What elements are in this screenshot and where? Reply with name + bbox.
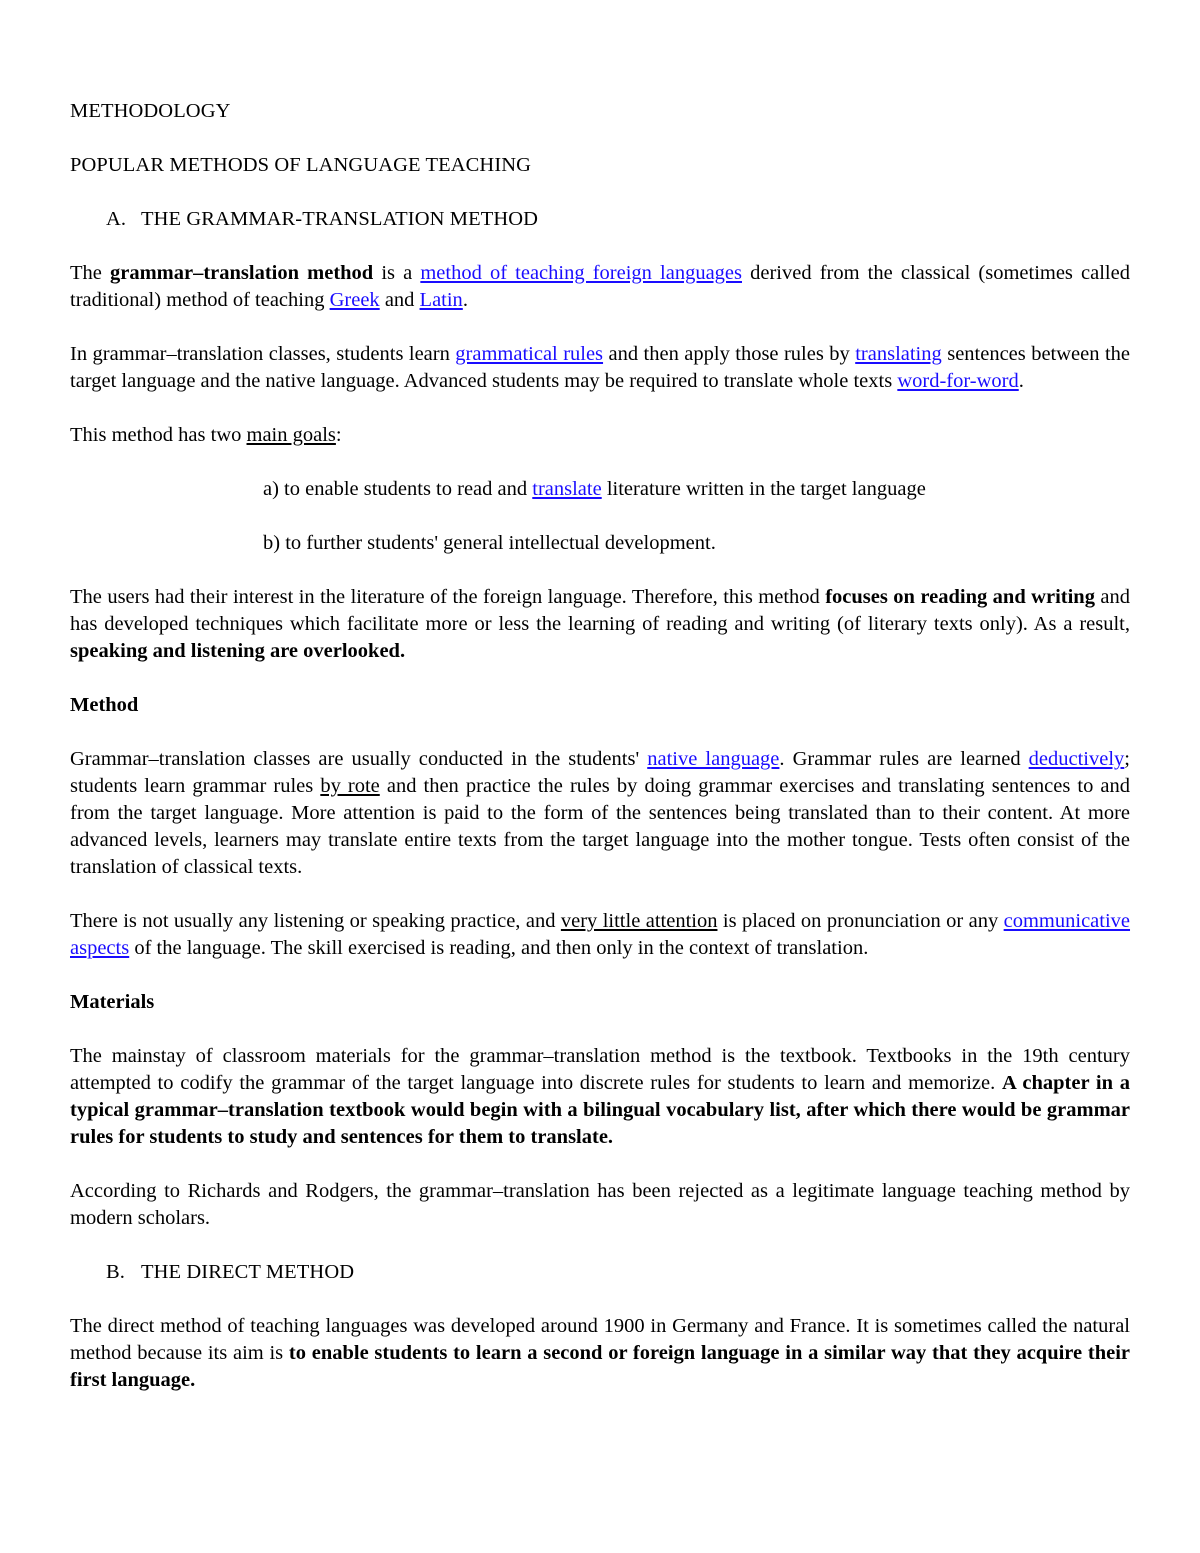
text: The [70, 262, 110, 284]
link-native-language[interactable]: native language [647, 748, 780, 770]
document-title: METHODOLOGY [70, 100, 231, 122]
text: of the language. The skill exercised is reading, and then only in the context of translation. [129, 937, 869, 959]
paragraph-definition [70, 260, 1130, 314]
text: There is not usually any listening or speaking practice, and [70, 910, 561, 932]
text: The direct method of teaching languages was developed around 1900 in Germany and France. It is sometimes called the natural method because its aim is [70, 1315, 1130, 1364]
text: : [335, 424, 342, 446]
goal-b: b) to further students' general intellectual development. [263, 532, 716, 554]
section-a-title: THE GRAMMAR-TRANSLATION METHOD [141, 208, 539, 230]
bold-text: speaking and listening are overlooked. [70, 640, 406, 662]
heading-text: Method [70, 694, 139, 716]
underlined-text: by rote [320, 775, 380, 797]
heading-text: Materials [70, 991, 155, 1013]
paragraph-practice [70, 908, 1130, 962]
document-subtitle: POPULAR METHODS OF LANGUAGE TEACHING [70, 154, 532, 176]
bold-text: to enable students to learn a second or foreign language in a similar way that they acquire their first language. [70, 1342, 1130, 1391]
link-deductively[interactable]: deductively [1028, 748, 1125, 770]
text: This method has two [70, 424, 247, 446]
text: The mainstay of classroom materials for the grammar–translation method is the textbook. Textbooks in the 19th century attempted to codify the grammar of the target language into discrete rules for students to learn and memorize. [70, 1045, 1130, 1094]
link-communicative-aspects[interactable]: communicative aspects [70, 910, 1131, 959]
text: sentences between the target language and the native language. Advanced students may be required to translate whole texts [70, 343, 1130, 392]
paragraph-focus [70, 584, 1130, 665]
heading-materials [70, 989, 1130, 1016]
link-translating[interactable]: translating [855, 343, 942, 365]
link-word-for-word[interactable]: word-for-word [897, 370, 1019, 392]
text: literature written in the target language [601, 478, 926, 500]
text: . [1018, 370, 1024, 392]
section-b-title: THE DIRECT METHOD [141, 1261, 355, 1283]
goal-a [70, 476, 1130, 503]
text: . Grammar rules are learned [779, 748, 1029, 770]
underlined-text: very little attention [560, 910, 718, 932]
text: and then practice the rules by doing grammar exercises and translating sentences to and from the target language. More attention is paid to the form of the sentences being translated than to their content. At more advanced levels, learners may translate entire texts from the target language into the mother tongue. Tests often consist of the translation of classical texts. [70, 775, 1130, 878]
paragraph-rejected: According to Richards and Rodgers, the grammar–translation has been rejected as a legitimate language teaching method by modern scholars. [70, 1180, 1130, 1229]
text: derived from the classical (sometimes called traditional) method of teaching [70, 262, 1130, 311]
text: is a [373, 262, 421, 284]
paragraph-goals-intro [70, 422, 1130, 449]
text: and [379, 289, 420, 311]
text: . [462, 289, 468, 311]
link-greek[interactable]: Greek [329, 289, 380, 311]
section-b-heading [70, 1259, 1130, 1286]
section-b-label: B. [106, 1261, 125, 1283]
text: The users had their interest in the literature of the foreign language. Therefore, this method [70, 586, 826, 608]
section-a-heading [70, 206, 1130, 233]
link-method-of-teaching[interactable]: method of teaching foreign languages [420, 262, 742, 284]
bold-text: focuses on reading and writing [825, 586, 1095, 608]
link-translate[interactable]: translate [532, 478, 602, 500]
text: is placed on pronunciation or any [717, 910, 1004, 932]
link-latin[interactable]: Latin [419, 289, 463, 311]
bold-term: grammar–translation method [110, 262, 374, 284]
section-a-label: A. [106, 208, 127, 230]
text: ; students learn grammar rules [70, 748, 1130, 797]
heading-method [70, 692, 1130, 719]
text: Grammar–translation classes are usually conducted in the students' [70, 748, 648, 770]
text: a) to enable students to read and [263, 478, 533, 500]
paragraph-direct-method [70, 1313, 1130, 1394]
underlined-text: main goals [246, 424, 336, 446]
text: and then apply those rules by [603, 343, 856, 365]
bold-text: A chapter in a typical grammar–translation textbook would begin with a bilingual vocabulary list, after which there would be grammar rules for students to study and sentences for them to translate. [70, 1072, 1130, 1148]
paragraph-materials [70, 1043, 1130, 1151]
paragraph-method [70, 746, 1130, 881]
link-grammatical-rules[interactable]: grammatical rules [455, 343, 604, 365]
text: and has developed techniques which facilitate more or less the learning of reading and writing (of literary texts only). As a result, [70, 586, 1130, 635]
text: In grammar–translation classes, students learn [70, 343, 456, 365]
paragraph-classes [70, 341, 1130, 395]
